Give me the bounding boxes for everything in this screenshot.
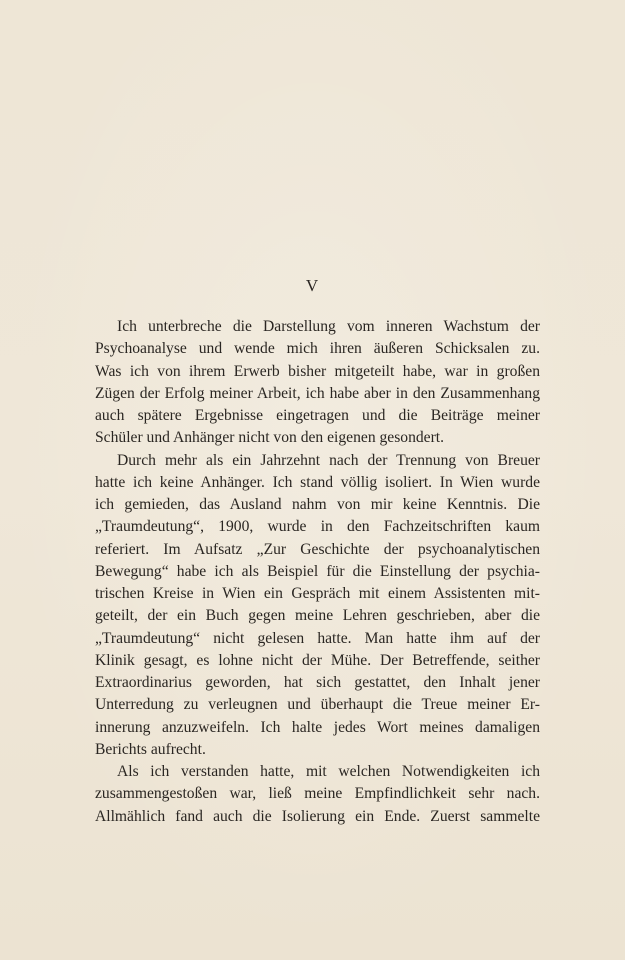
- text-line: Durch mehr als ein Jahrzehnt nach der Trennung von Breuer: [117, 451, 540, 469]
- text-line: trischen Kreise in Wien ein Gespräch mit einem Assistenten mit-: [95, 585, 540, 602]
- text-line: hatte ich keine Anhänger. Ich stand völlig isoliert. In Wien wurde: [95, 473, 540, 491]
- text-line: Psychoanalyse und wende mich ihren äußeren Schicksalen zu.: [95, 340, 540, 358]
- text-line: Allmählich fand auch die Isolierung ein Ende. Zuerst sammelte: [95, 807, 540, 825]
- text-line: Ich unterbreche die Darstellung vom inneren Wachstum der: [117, 318, 540, 335]
- text-line: zusammengestoßen war, ließ meine Empfindlichkeit sehr nach.: [95, 785, 540, 803]
- text-line: Bewegung“ habe ich als Beispiel für die Einstellung der psychia-: [95, 562, 540, 580]
- text-line: Klinik gesagt, es lohne nicht der Mühe. Der Betreffende, seither: [95, 651, 540, 669]
- body-text: [95, 316, 540, 828]
- text-line: Unterredung zu verleugnen und überhaupt die Treue meiner Er-: [95, 696, 540, 714]
- text-line: Extraordinarius geworden, hat sich gestattet, den Inhalt jener: [95, 674, 540, 691]
- text-line: Als ich verstanden hatte, mit welchen Notwendigkeiten ich: [117, 763, 540, 780]
- text-line: auch spätere Ergebnisse eingetragen und die Beiträge meiner: [95, 407, 540, 424]
- text-line: Zügen der Erfolg meiner Arbeit, ich habe aber in den Zusammenhang: [95, 384, 540, 402]
- text-line: geteilt, der ein Buch gegen meine Lehren geschrieben, aber die: [95, 607, 540, 625]
- text-line: „Traumdeutung“, 1900, wurde in den Fachzeitschriften kaum: [95, 518, 540, 536]
- text-line: Was ich von ihrem Erwerb bisher mitgeteilt habe, war in großen: [95, 362, 540, 380]
- text-line: ich gemieden, das Ausland nahm von mir keine Kenntnis. Die: [95, 496, 540, 513]
- chapter-heading: V: [305, 276, 320, 295]
- text-line: Schüler und Anhänger nicht von den eigenen gesondert.: [95, 429, 445, 447]
- text-line: innerung anzuzweifeln. Ich halte jedes Wort meines damaligen: [95, 718, 540, 736]
- text-line: „Traumdeutung“ nicht gelesen hatte. Man hatte ihm auf der: [95, 629, 540, 647]
- text-line: Berichts aufrecht.: [95, 740, 206, 758]
- text-line: referiert. Im Aufsatz „Zur Geschichte der psychoanalytischen: [95, 540, 540, 558]
